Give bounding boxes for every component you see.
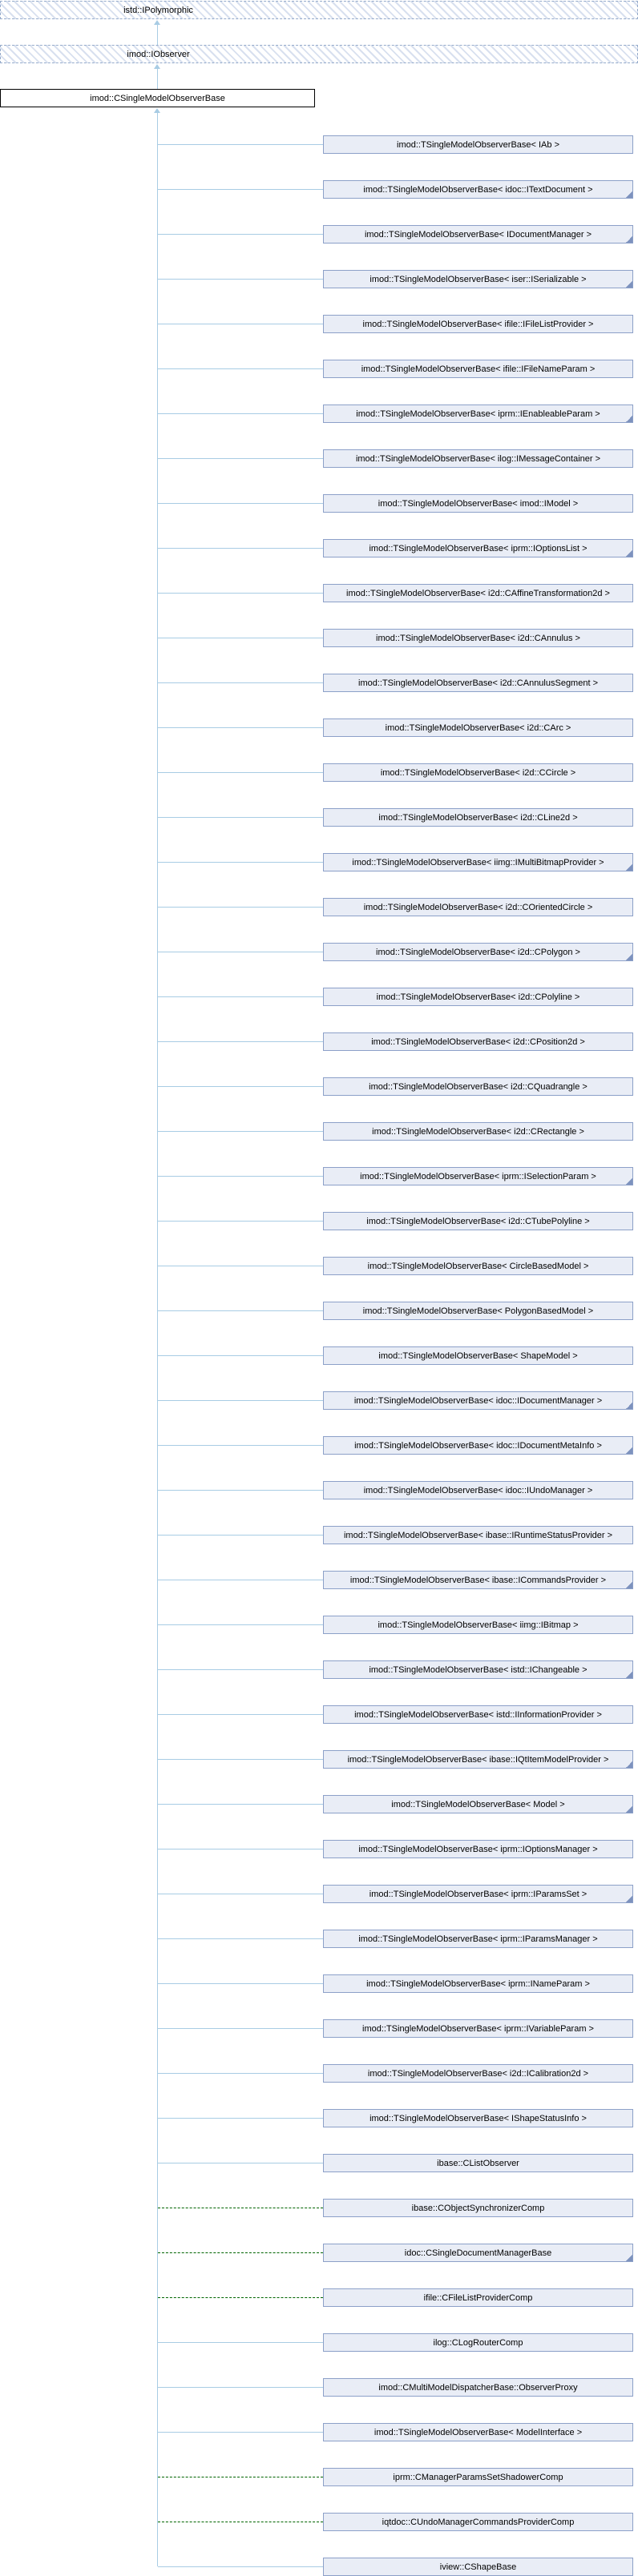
class-label: imod::TSingleModelObserverBase< istd::IChangeable > xyxy=(369,1664,588,1675)
public-inheritance-edge xyxy=(158,907,323,908)
public-inheritance-edge xyxy=(158,862,323,863)
class-label: imod::TSingleModelObserverBase< ibase::IRuntimeStatusProvider > xyxy=(343,1530,613,1540)
class-node[interactable] xyxy=(323,1346,633,1365)
class-label: imod::TSingleModelObserverBase< iimg::IMultiBitmapProvider > xyxy=(352,857,604,867)
public-inheritance-edge xyxy=(158,279,323,280)
class-node[interactable] xyxy=(323,449,633,468)
class-label: imod::IObserver xyxy=(127,49,190,59)
class-node[interactable] xyxy=(323,2199,633,2217)
class-node[interactable] xyxy=(323,1974,633,1993)
public-inheritance-edge xyxy=(158,2342,323,2343)
class-node[interactable] xyxy=(323,1032,633,1051)
class-label: imod::TSingleModelObserverBase< iprm::IVariableParam > xyxy=(362,2023,594,2034)
inheritance-line xyxy=(157,25,158,45)
public-inheritance-edge xyxy=(158,772,323,773)
public-inheritance-edge xyxy=(158,368,323,369)
class-node[interactable] xyxy=(323,1391,633,1410)
public-inheritance-edge xyxy=(158,1131,323,1132)
public-inheritance-edge xyxy=(158,1355,323,1356)
class-node[interactable] xyxy=(323,2378,633,2397)
class-node[interactable] xyxy=(323,808,633,827)
public-inheritance-edge xyxy=(158,1804,323,1805)
class-label: imod::TSingleModelObserverBase< i2d::ICalibration2d > xyxy=(367,2068,589,2079)
class-node[interactable] xyxy=(323,1481,633,1499)
class-label: imod::TSingleModelObserverBase< iprm::IOptionsList > xyxy=(369,543,588,553)
class-node[interactable] xyxy=(323,2244,633,2262)
class-node[interactable] xyxy=(323,135,633,154)
hidden-subclasses-fold-icon xyxy=(626,236,632,243)
public-inheritance-edge xyxy=(158,234,323,235)
class-node-imod-iobserver[interactable] xyxy=(0,45,638,63)
class-node[interactable] xyxy=(323,2288,633,2307)
class-label: imod::TSingleModelObserverBase< i2d::CTubePolyline > xyxy=(366,1216,590,1226)
class-node[interactable] xyxy=(323,898,633,916)
class-node[interactable] xyxy=(323,2558,633,2576)
public-inheritance-edge xyxy=(158,996,323,997)
class-node[interactable] xyxy=(323,629,633,647)
class-node[interactable] xyxy=(323,360,633,378)
inheritance-trunk-line xyxy=(157,113,158,2566)
class-node[interactable] xyxy=(323,718,633,737)
class-label: imod::TSingleModelObserverBase< ifile::IFileNameParam > xyxy=(361,364,596,374)
class-label: ibase::CListObserver xyxy=(437,2158,519,2168)
class-node[interactable] xyxy=(323,2064,633,2083)
class-node[interactable] xyxy=(323,1930,633,1948)
hidden-subclasses-fold-icon xyxy=(626,191,632,198)
class-node[interactable] xyxy=(323,1840,633,1858)
class-label: imod::TSingleModelObserverBase< ModelInterface > xyxy=(374,2427,583,2437)
class-node[interactable] xyxy=(323,2154,633,2172)
class-node[interactable] xyxy=(323,494,633,513)
class-node[interactable] xyxy=(323,1167,633,1185)
public-inheritance-edge xyxy=(158,2387,323,2388)
class-label: imod::TSingleModelObserverBase< iser::ISerializable > xyxy=(369,274,587,284)
hidden-subclasses-fold-icon xyxy=(626,1896,632,1902)
public-inheritance-edge xyxy=(158,548,323,549)
class-label: imod::TSingleModelObserverBase< IDocumentManager > xyxy=(364,229,592,239)
class-label: ilog::CLogRouterComp xyxy=(433,2337,523,2348)
hidden-subclasses-fold-icon xyxy=(626,550,632,557)
public-inheritance-edge xyxy=(158,727,323,728)
class-label: imod::TSingleModelObserverBase< iprm::IParamsManager > xyxy=(358,1934,598,1944)
hidden-subclasses-fold-icon xyxy=(626,1403,632,1409)
class-label: imod::TSingleModelObserverBase< idoc::ITextDocument > xyxy=(363,184,593,195)
public-inheritance-edge xyxy=(158,1176,323,1177)
public-inheritance-edge xyxy=(158,189,323,190)
class-label: imod::TSingleModelObserverBase< iprm::IEnableableParam > xyxy=(356,409,600,419)
class-label: imod::TSingleModelObserverBase< i2d::CLine2d > xyxy=(378,812,578,823)
hidden-subclasses-fold-icon xyxy=(626,1761,632,1768)
public-inheritance-edge xyxy=(158,1983,323,1984)
protected-inheritance-edge xyxy=(158,2252,323,2253)
class-label: imod::TSingleModelObserverBase< idoc::IUndoManager > xyxy=(363,1485,593,1495)
class-node[interactable] xyxy=(323,1526,633,1544)
class-label: imod::TSingleModelObserverBase< ibase::ICommandsProvider > xyxy=(349,1575,607,1585)
public-inheritance-edge xyxy=(158,1669,323,1670)
class-label: imod::TSingleModelObserverBase< i2d::CCircle > xyxy=(380,767,576,778)
class-label: imod::TSingleModelObserverBase< idoc::IDocumentManager > xyxy=(353,1395,603,1406)
class-label: imod::TSingleModelObserverBase< imod::IModel > xyxy=(378,498,579,509)
class-label: imod::TSingleModelObserverBase< IAb > xyxy=(397,139,559,150)
class-node[interactable] xyxy=(323,1660,633,1679)
protected-inheritance-edge xyxy=(158,2297,323,2298)
class-label: imod::TSingleModelObserverBase< IShapeStatusInfo > xyxy=(369,2113,587,2123)
class-node[interactable] xyxy=(323,180,633,199)
class-label: imod::TSingleModelObserverBase< iprm::IOptionsManager > xyxy=(358,1844,598,1854)
public-inheritance-edge xyxy=(158,458,323,459)
class-label: istd::IPolymorphic xyxy=(123,5,193,15)
hidden-subclasses-fold-icon xyxy=(626,1806,632,1813)
class-label: imod::CMultiModelDispatcherBase::ObserverProxy xyxy=(378,2382,578,2393)
public-inheritance-edge xyxy=(158,1714,323,1715)
class-label: imod::TSingleModelObserverBase< iprm::INameParam > xyxy=(366,1978,590,1989)
public-inheritance-edge xyxy=(158,2566,323,2567)
class-label: iqtdoc::CUndoManagerCommandsProviderComp xyxy=(382,2517,575,2527)
class-label: imod::TSingleModelObserverBase< i2d::CQuadrangle > xyxy=(369,1081,588,1092)
class-label: imod::TSingleModelObserverBase< i2d::CPolyline > xyxy=(376,992,580,1002)
class-node[interactable] xyxy=(323,1257,633,1275)
class-node[interactable] xyxy=(323,2468,633,2486)
hidden-subclasses-fold-icon xyxy=(626,1672,632,1678)
class-label: imod::TSingleModelObserverBase< ilog::IMessageContainer > xyxy=(355,453,601,464)
public-inheritance-edge xyxy=(158,1445,323,1446)
hidden-subclasses-fold-icon xyxy=(626,1447,632,1454)
class-node[interactable] xyxy=(323,1302,633,1320)
public-inheritance-edge xyxy=(158,817,323,818)
class-label: imod::TSingleModelObserverBase< istd::IInformationProvider > xyxy=(354,1709,602,1720)
class-node[interactable] xyxy=(323,1750,633,1769)
class-node[interactable] xyxy=(323,539,633,557)
class-label: imod::TSingleModelObserverBase< i2d::CPosition2d > xyxy=(371,1036,585,1047)
class-label: idoc::CSingleDocumentManagerBase xyxy=(404,2248,552,2258)
class-node[interactable] xyxy=(323,674,633,692)
public-inheritance-edge xyxy=(158,1310,323,1311)
public-inheritance-edge xyxy=(158,593,323,594)
hidden-subclasses-fold-icon xyxy=(626,2255,632,2261)
class-node[interactable] xyxy=(323,225,633,244)
public-inheritance-edge xyxy=(158,413,323,414)
hidden-subclasses-fold-icon xyxy=(626,416,632,422)
hidden-subclasses-fold-icon xyxy=(626,864,632,871)
class-node[interactable] xyxy=(323,1436,633,1455)
class-node[interactable] xyxy=(323,853,633,871)
public-inheritance-edge xyxy=(158,1086,323,1087)
class-node[interactable] xyxy=(323,1705,633,1724)
class-label: imod::TSingleModelObserverBase< ibase::IQtItemModelProvider > xyxy=(347,1754,609,1765)
inheritance-line xyxy=(157,69,158,89)
class-label: imod::TSingleModelObserverBase< ShapeModel > xyxy=(378,1350,578,1361)
public-inheritance-edge xyxy=(158,1490,323,1491)
public-inheritance-edge xyxy=(158,2028,323,2029)
class-label: imod::TSingleModelObserverBase< iprm::IParamsSet > xyxy=(369,1889,588,1899)
hidden-subclasses-fold-icon xyxy=(626,1582,632,1588)
public-inheritance-edge xyxy=(158,2432,323,2433)
class-label: iview::CShapeBase xyxy=(439,2562,517,2572)
class-node[interactable] xyxy=(323,2423,633,2441)
public-inheritance-edge xyxy=(158,2073,323,2074)
class-label: imod::TSingleModelObserverBase< idoc::IDocumentMetaInfo > xyxy=(354,1440,602,1451)
class-label: imod::TSingleModelObserverBase< ifile::IFileListProvider > xyxy=(362,319,594,329)
class-node[interactable] xyxy=(323,2513,633,2531)
public-inheritance-edge xyxy=(158,1400,323,1401)
class-label: ibase::CObjectSynchronizerComp xyxy=(411,2203,545,2213)
class-label: imod::TSingleModelObserverBase< i2d::CRectangle > xyxy=(372,1126,584,1137)
class-label: imod::CSingleModelObserverBase xyxy=(90,93,225,103)
class-node[interactable] xyxy=(323,763,633,782)
class-node[interactable] xyxy=(323,2333,633,2352)
class-node[interactable] xyxy=(323,988,633,1006)
class-node[interactable] xyxy=(323,270,633,288)
class-node[interactable] xyxy=(323,1122,633,1141)
public-inheritance-edge xyxy=(158,1938,323,1939)
class-node-istd-ipolymorphic[interactable] xyxy=(0,1,638,19)
public-inheritance-edge xyxy=(158,144,323,145)
class-node[interactable] xyxy=(323,315,633,333)
class-node[interactable] xyxy=(323,2019,633,2038)
class-node[interactable] xyxy=(323,2109,633,2127)
class-label: imod::TSingleModelObserverBase< CircleBasedModel > xyxy=(367,1261,589,1271)
class-node[interactable] xyxy=(323,1795,633,1813)
class-label: ifile::CFileListProviderComp xyxy=(423,2292,533,2303)
class-node-imod-csinglemodelobserverbase[interactable] xyxy=(0,89,315,107)
class-node[interactable] xyxy=(323,943,633,961)
public-inheritance-edge xyxy=(158,2118,323,2119)
class-node[interactable] xyxy=(323,1571,633,1589)
public-inheritance-edge xyxy=(158,1624,323,1625)
class-node[interactable] xyxy=(323,584,633,602)
public-inheritance-edge xyxy=(158,1041,323,1042)
public-inheritance-edge xyxy=(158,1759,323,1760)
class-label: imod::TSingleModelObserverBase< iimg::IBitmap > xyxy=(378,1620,579,1630)
public-inheritance-edge xyxy=(158,1535,323,1536)
class-node[interactable] xyxy=(323,405,633,423)
public-inheritance-edge xyxy=(158,503,323,504)
class-node[interactable] xyxy=(323,1212,633,1230)
class-node[interactable] xyxy=(323,1616,633,1634)
class-label: imod::TSingleModelObserverBase< Model > xyxy=(391,1799,565,1809)
class-label: imod::TSingleModelObserverBase< i2d::CAnnulusSegment > xyxy=(358,678,598,688)
class-label: iprm::CManagerParamsSetShadowerComp xyxy=(393,2472,563,2482)
class-label: imod::TSingleModelObserverBase< i2d::CAffineTransformation2d > xyxy=(346,588,610,598)
class-label: imod::TSingleModelObserverBase< i2d::COrientedCircle > xyxy=(363,902,593,912)
class-label: imod::TSingleModelObserverBase< i2d::CPolygon > xyxy=(376,947,580,957)
hidden-subclasses-fold-icon xyxy=(626,1178,632,1185)
class-label: imod::TSingleModelObserverBase< i2d::CAnnulus > xyxy=(376,633,580,643)
class-label: imod::TSingleModelObserverBase< PolygonBasedModel > xyxy=(362,1306,594,1316)
public-inheritance-edge xyxy=(158,682,323,683)
hidden-subclasses-fold-icon xyxy=(626,954,632,960)
class-label: imod::TSingleModelObserverBase< i2d::CArc > xyxy=(385,722,571,733)
public-inheritance-edge xyxy=(158,1221,323,1222)
class-node[interactable] xyxy=(323,1077,633,1096)
hidden-subclasses-fold-icon xyxy=(626,281,632,288)
class-node[interactable] xyxy=(323,1885,633,1903)
class-label: imod::TSingleModelObserverBase< iprm::ISelectionParam > xyxy=(360,1171,596,1181)
